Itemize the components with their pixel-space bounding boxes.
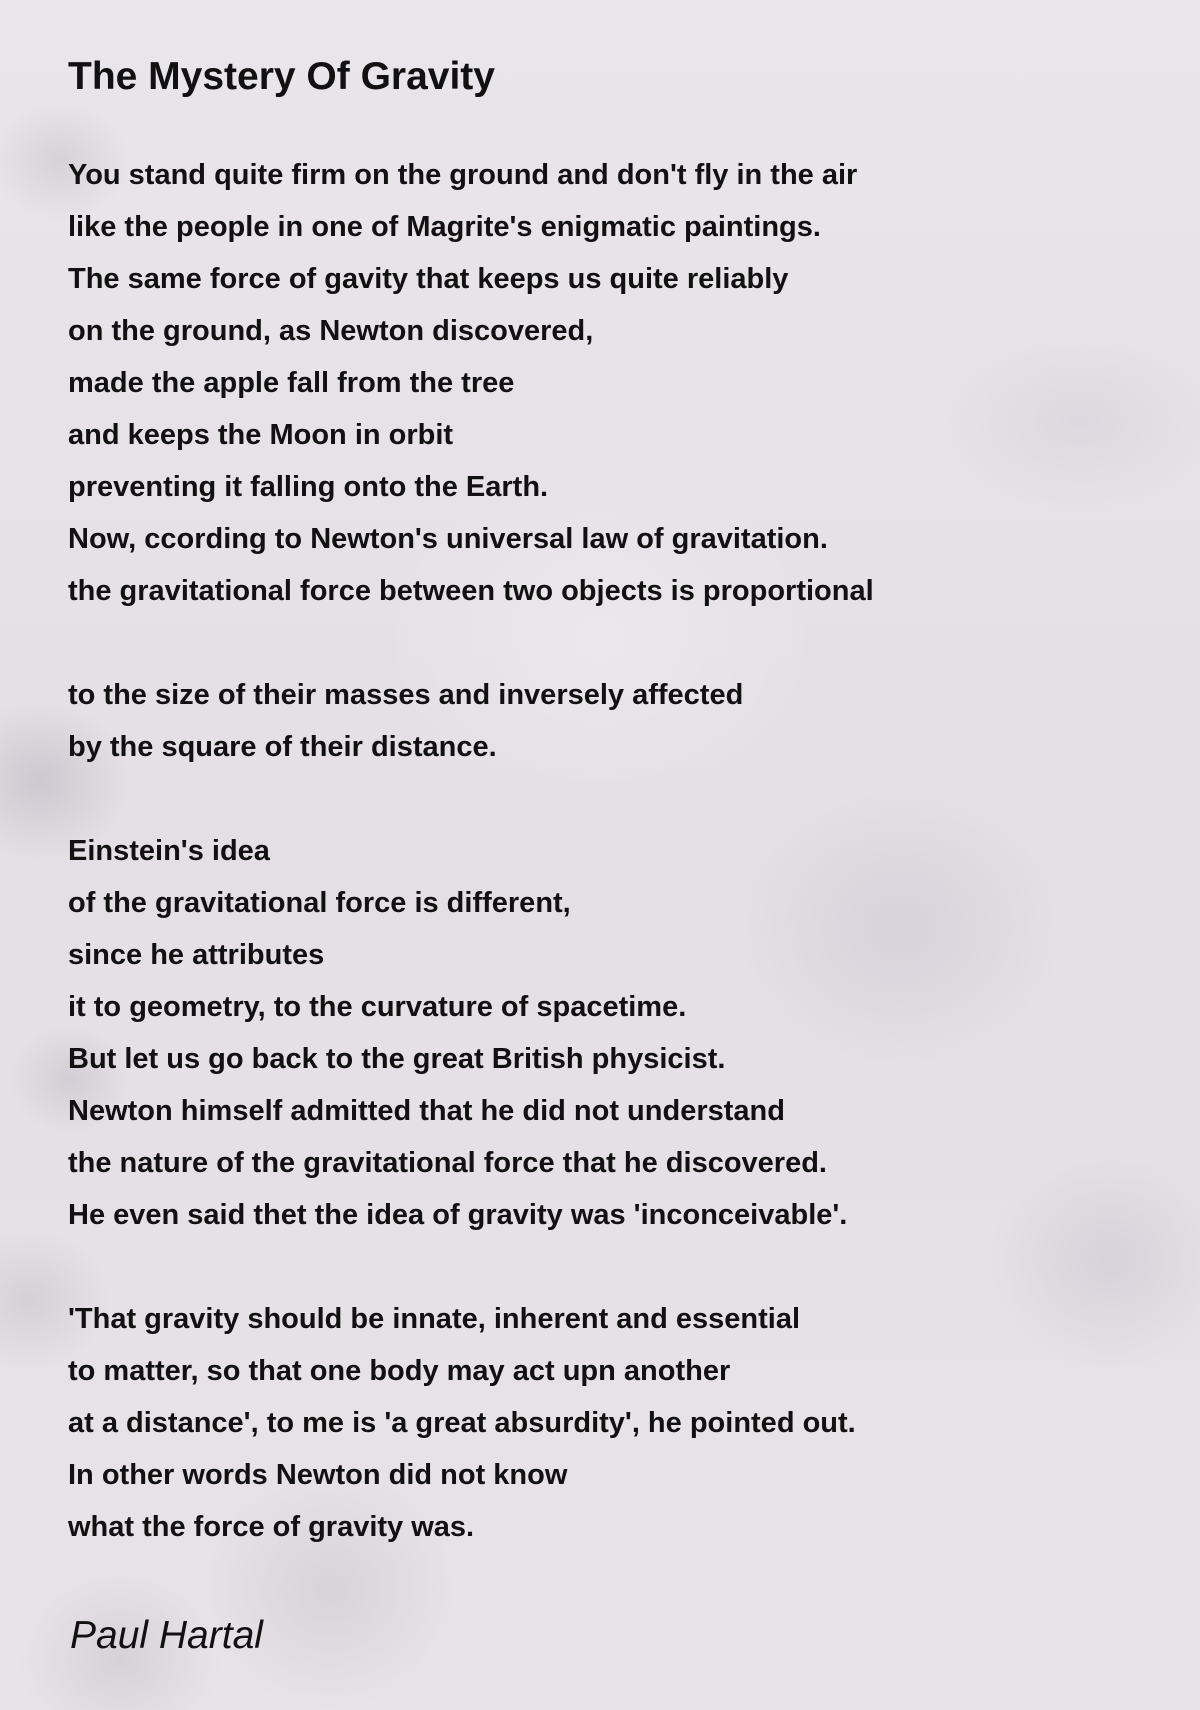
poem-line: to the size of their masses and inversely affected [68, 679, 744, 711]
poem-line: preventing it falling onto the Earth. [68, 471, 549, 503]
poem-line: He even said thet the idea of gravity was 'inconceivable'. [68, 1199, 848, 1231]
poem-line: Now, ccording to Newton's universal law of gravitation. [68, 523, 828, 555]
poem-line: of the gravitational force is different, [68, 887, 571, 919]
poem-line: by the square of their distance. [68, 731, 497, 763]
poem-line: the nature of the gravitational force that he discovered. [68, 1147, 827, 1179]
poem-line: made the apple fall from the tree [68, 367, 515, 399]
poem-line: like the people in one of Magrite's enigmatic paintings. [68, 211, 821, 243]
poem-line: 'That gravity should be innate, inherent and essential [68, 1303, 801, 1335]
stanza-4 [68, 1293, 1168, 1553]
stanza-3 [68, 825, 1168, 1241]
poem-line: the gravitational force between two objects is proportional [68, 575, 874, 607]
poem-author: Paul Hartal [70, 1614, 263, 1657]
poem-line: at a distance', to me is 'a great absurdity', he pointed out. [68, 1407, 856, 1439]
poem-line: But let us go back to the great British physicist. [68, 1043, 726, 1075]
poem-line: The same force of gavity that keeps us quite reliably [68, 263, 789, 295]
poem-line: In other words Newton did not know [68, 1459, 568, 1491]
stanza-1 [68, 149, 1168, 617]
poem-line: on the ground, as Newton discovered, [68, 315, 594, 347]
stanza-2 [68, 669, 1168, 773]
poem-title: The Mystery Of Gravity [68, 55, 495, 98]
poem-line: Newton himself admitted that he did not understand [68, 1095, 785, 1127]
poem-line: since he attributes [68, 939, 325, 971]
poem-line: to matter, so that one body may act upn another [68, 1355, 731, 1387]
poem-line: You stand quite firm on the ground and don't fly in the air [68, 159, 858, 191]
poem-line: and keeps the Moon in orbit [68, 419, 454, 451]
poem-line: what the force of gravity was. [68, 1511, 475, 1543]
poem-line: Einstein's idea [68, 835, 270, 867]
poem-line: it to geometry, to the curvature of spacetime. [68, 991, 687, 1023]
